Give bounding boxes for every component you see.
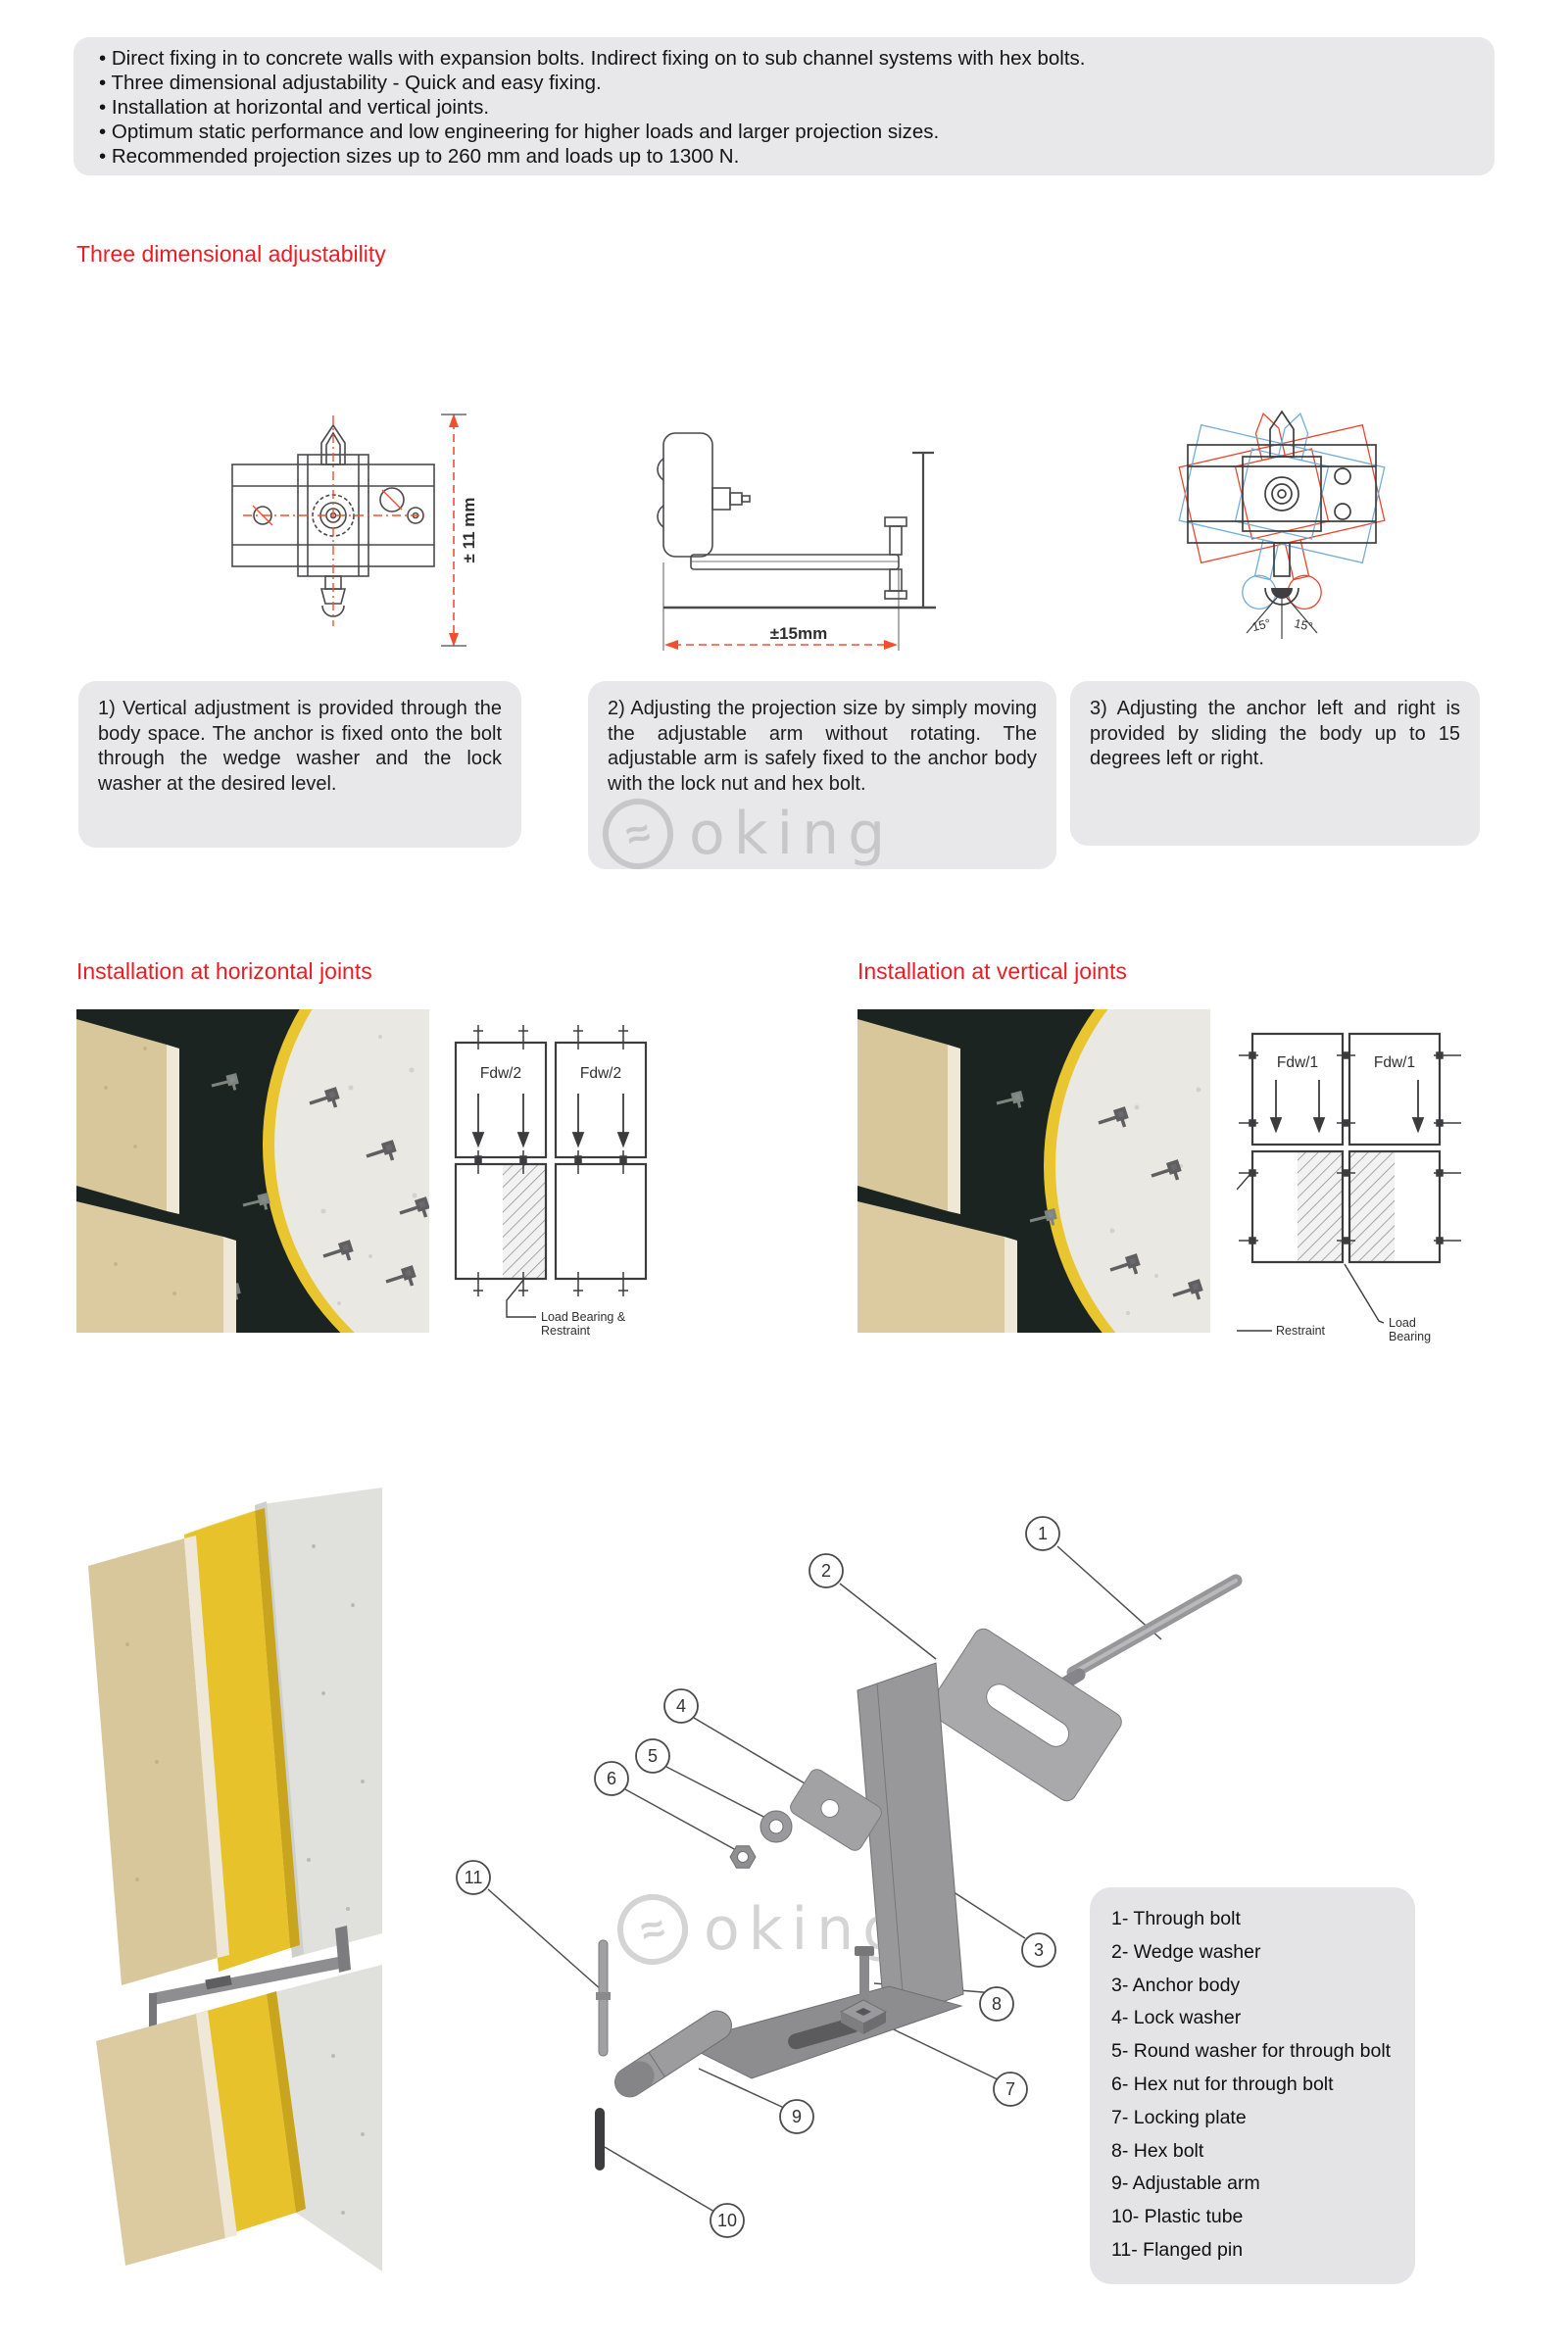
parts-list-item: 8- Hex bolt bbox=[1111, 2139, 1204, 2162]
svg-text:6: 6 bbox=[606, 1769, 617, 1788]
diagram-projection-adjustment bbox=[652, 419, 946, 659]
dimension-label-vertical: ± 11 mm bbox=[460, 497, 478, 563]
parts-list-item: 5- Round washer for through bolt bbox=[1111, 2040, 1392, 2063]
heading-horizontal-joints: Installation at horizontal joints bbox=[76, 958, 372, 984]
load-label-left: Fdw/1 bbox=[1276, 1054, 1319, 1071]
parts-list bbox=[1111, 1903, 1409, 2268]
parts-list-item: 4- Lock washer bbox=[1111, 2007, 1242, 2029]
intro-bullets-box bbox=[74, 37, 1494, 175]
note-line2: Restraint bbox=[541, 1324, 591, 1338]
intro-bullet: • Direct fixing in to concrete walls with expansion bolts. Indirect fixing on to sub channel systems with hex bolts. bbox=[99, 47, 1086, 70]
through-bolt-part bbox=[1061, 1581, 1236, 1685]
parts-list-item: 1- Through bolt bbox=[1111, 1908, 1241, 1929]
oking-logo-icon: ≈ bbox=[595, 791, 680, 876]
round-washer-part bbox=[760, 1811, 792, 1842]
scheme-horizontal-joints bbox=[446, 1019, 657, 1352]
diagram-rotation-adjustment bbox=[1174, 396, 1392, 651]
svg-text:10: 10 bbox=[716, 2211, 738, 2230]
restraint-label: Restraint bbox=[1276, 1324, 1326, 1338]
plastic-tube-part bbox=[595, 2108, 605, 2171]
parts-list-item: 3- Anchor body bbox=[1111, 1974, 1241, 1996]
caption-vertical-adjustment bbox=[78, 681, 521, 848]
dimension-label-horizontal: ±15mm bbox=[769, 624, 828, 643]
load-arrows bbox=[473, 1094, 628, 1146]
svg-text:1: 1 bbox=[1037, 1524, 1049, 1543]
parts-list-item: 9- Adjustable arm bbox=[1111, 2172, 1260, 2195]
callout-9 bbox=[780, 2100, 813, 2133]
callout-4 bbox=[664, 1689, 698, 1723]
callout-1 bbox=[1026, 1517, 1059, 1550]
load-bearing-zone bbox=[503, 1164, 546, 1279]
svg-text:8: 8 bbox=[991, 1994, 1003, 2014]
svg-text:5: 5 bbox=[647, 1746, 659, 1766]
vertical-dimension bbox=[441, 414, 478, 647]
svg-text:3: 3 bbox=[1033, 1940, 1045, 1960]
wall-assembly-render bbox=[59, 1488, 382, 2277]
intro-bullet: • Three dimensional adjustability - Quick and easy fixing. bbox=[99, 72, 602, 94]
angle-label-left: 15° bbox=[1250, 616, 1272, 635]
parts-list-item: 6- Hex nut for through bolt bbox=[1111, 2073, 1334, 2095]
watermark-text: oking bbox=[689, 800, 895, 868]
load-bearing-zone-left bbox=[1298, 1151, 1343, 1262]
load-bearing-label-line1: Load bbox=[1389, 1316, 1416, 1330]
heading-vertical-joints: Installation at vertical joints bbox=[858, 958, 1127, 984]
svg-text:4: 4 bbox=[675, 1696, 687, 1716]
installation-photo-horizontal bbox=[76, 1009, 429, 1333]
diagram-vertical-adjustment bbox=[223, 396, 480, 653]
horizontal-dimension bbox=[664, 624, 898, 650]
wedge-washer-part bbox=[925, 1625, 1125, 1804]
caption-text: 3) Adjusting the anchor left and right is provided by sliding the body up to 15 degrees left or right. bbox=[1090, 698, 1460, 769]
load-bearing-zone-right bbox=[1349, 1151, 1395, 1262]
load-label-right: Fdw/1 bbox=[1373, 1054, 1416, 1071]
svg-text:9: 9 bbox=[791, 2107, 803, 2126]
intro-bullet: • Installation at horizontal and vertical joints. bbox=[99, 96, 490, 119]
callout-6 bbox=[595, 1762, 628, 1795]
scheme-vertical-joints bbox=[1237, 1021, 1560, 1354]
caption-rotation-adjustment bbox=[1070, 681, 1480, 846]
angle-label-right: 15° bbox=[1293, 616, 1314, 635]
svg-text:7: 7 bbox=[1004, 2079, 1016, 2099]
parts-list-item: 2- Wedge washer bbox=[1111, 1940, 1261, 1963]
callout-bubbles bbox=[457, 1517, 1059, 2237]
svg-text:11: 11 bbox=[464, 1868, 483, 1887]
callout-3 bbox=[1022, 1933, 1055, 1967]
flanged-pin-part bbox=[596, 1940, 611, 2056]
load-label-left: Fdw/2 bbox=[479, 1065, 522, 1082]
lower-wall bbox=[96, 1965, 382, 2271]
callout-8 bbox=[980, 1987, 1013, 2021]
upper-wall bbox=[88, 1488, 382, 1985]
intro-bullet: • Optimum static performance and low engineering for higher loads and larger projection sizes. bbox=[99, 121, 940, 143]
caption-text: 1) Vertical adjustment is provided through the body space. The anchor is fixed onto the bolt through the wedge washer and the lock washer at the desired level. bbox=[98, 698, 502, 795]
load-bearing-label-line2: Bearing bbox=[1389, 1330, 1432, 1343]
leader-lines bbox=[488, 1546, 1161, 2212]
parts-list-box bbox=[1090, 1887, 1415, 2284]
installation-photo-vertical bbox=[858, 1009, 1210, 1333]
callout-5 bbox=[636, 1739, 669, 1773]
callout-7 bbox=[994, 2073, 1027, 2106]
parts-list-item: 7- Locking plate bbox=[1111, 2106, 1247, 2128]
callout-11 bbox=[457, 1861, 490, 1894]
load-label-right: Fdw/2 bbox=[579, 1065, 622, 1082]
svg-text:2: 2 bbox=[820, 1561, 832, 1581]
heading-adjustability: Three dimensional adjustability bbox=[76, 241, 386, 267]
caption-projection-adjustment bbox=[588, 681, 1056, 869]
parts-list-item: 11- Flanged pin bbox=[1111, 2238, 1244, 2261]
oking-logo-icon: ≈ bbox=[610, 1886, 695, 1972]
anchor-side-linework bbox=[658, 433, 936, 651]
note-leader bbox=[507, 1279, 536, 1317]
note-line1: Load Bearing & bbox=[541, 1310, 626, 1324]
callout-2 bbox=[809, 1554, 843, 1587]
caption-text: 2) Adjusting the projection size by simply moving the adjustable arm without rotating. The adjustable arm is safely fixed to the anchor body with the lock nut and hex bolt. bbox=[608, 698, 1037, 795]
parts-list-item: 10- Plastic tube bbox=[1111, 2206, 1244, 2228]
watermark-text: oking bbox=[704, 1895, 909, 1964]
callout-10 bbox=[710, 2204, 744, 2237]
intro-bullet: • Recommended projection sizes up to 260 mm and loads up to 1300 N. bbox=[99, 145, 740, 168]
